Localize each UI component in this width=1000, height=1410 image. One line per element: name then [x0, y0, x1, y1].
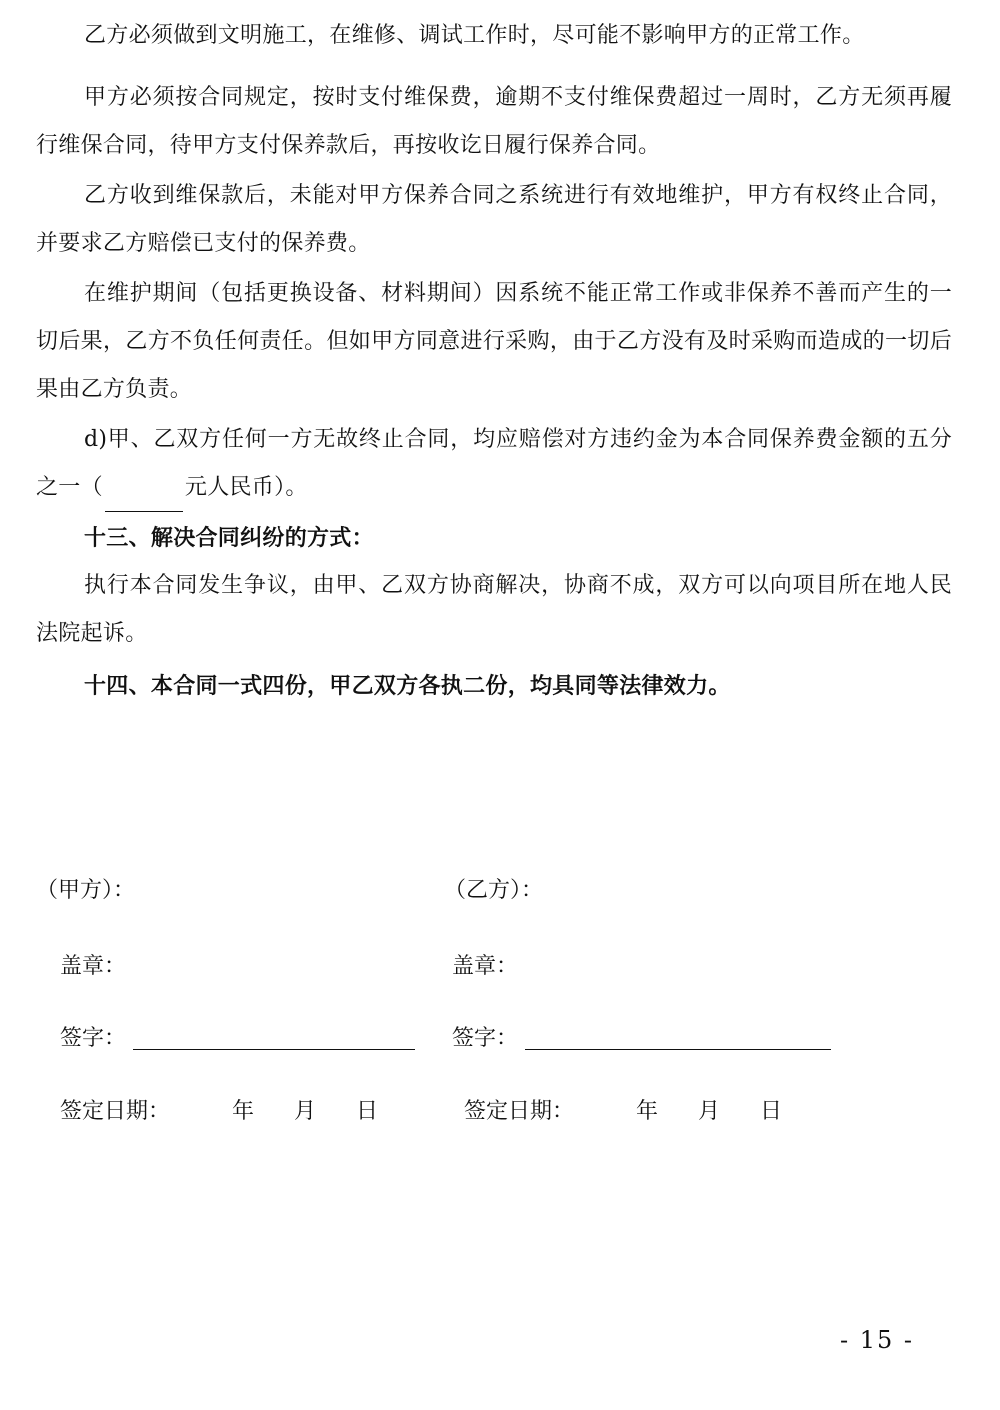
penalty-amount-blank — [105, 481, 183, 512]
party-a-date-day: 日 — [356, 1099, 379, 1124]
page-number: - 15 - — [840, 1326, 915, 1354]
party-a-label: （甲方）： — [36, 878, 136, 903]
party-a-date-year: 年 — [232, 1099, 255, 1124]
paragraph-liability: 在维护期间（包括更换设备、材料期间）因系统不能正常工作或非保养不善而产生的一切后果，乙方不负任何责任。但如甲方同意进行采购，由于乙方没有及时采购而造成的一切后果由乙方负责。 — [36, 281, 952, 402]
section-14-heading: 十四、本合同一式四份，甲乙双方各执二份，均具同等法律效力。 — [84, 673, 731, 699]
paragraph-penalty — [36, 416, 952, 512]
party-b-date-month: 月 — [698, 1099, 721, 1124]
party-b-signature-line — [525, 1049, 831, 1050]
party-b-sign-label: 签字： — [452, 1026, 519, 1051]
party-b-label: （乙方）： — [444, 878, 544, 903]
section-13-heading: 十三、解决合同纠纷的方式： — [84, 525, 374, 551]
party-a-signature-line — [133, 1049, 415, 1050]
party-a-seal-label: 盖章： — [60, 954, 127, 979]
party-b-date-year: 年 — [636, 1099, 659, 1124]
penalty-text-end: 元人民币）。 — [184, 475, 308, 500]
party-a-sign-label: 签字： — [60, 1026, 127, 1051]
paragraph-payment-terms: 甲方必须按合同规定，按时支付维保费，逾期不支付维保费超过一周时，乙方无须再履行维保合同，待甲方支付保养款后，再按收讫日履行保养合同。 — [36, 85, 952, 158]
party-b-date-day: 日 — [760, 1099, 783, 1124]
party-a-date-label: 签定日期： — [60, 1099, 171, 1124]
party-b-date-label: 签定日期： — [464, 1099, 575, 1124]
paragraph-termination-right: 乙方收到维保款后，未能对甲方保养合同之系统进行有效地维护，甲方有权终止合同，并要求乙方赔偿已支付的保养费。 — [36, 183, 952, 256]
party-a-date-month: 月 — [294, 1099, 317, 1124]
section-13-body: 执行本合同发生争议，由甲、乙双方协商解决，协商不成，双方可以向项目所在地人民法院起诉。 — [36, 573, 952, 646]
party-b-seal-label: 盖章： — [452, 954, 519, 979]
paragraph-civilized-construction: 乙方必须做到文明施工，在维修、调试工作时，尽可能不影响甲方的正常工作。 — [84, 23, 865, 48]
penalty-text: d)甲、乙双方任何一方无故终止合同，均应赔偿对方违约金为本合同保养费金额的五分之一（ — [36, 427, 952, 500]
